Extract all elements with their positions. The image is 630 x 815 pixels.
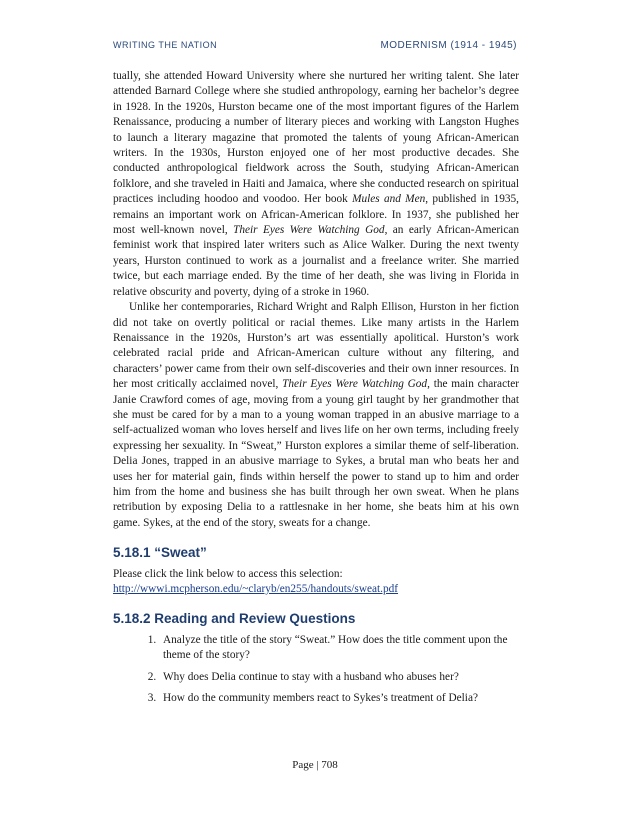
- review-question: 1. Analyze the title of the story “Sweat.” How does the title comment upon the theme of the story?: [159, 633, 519, 664]
- review-question: 3. How do the community members react to Sykes’s treatment of Delia?: [159, 691, 519, 706]
- body-text: [113, 69, 519, 712]
- running-header: [113, 40, 517, 51]
- paragraph-text: Unlike her contemporaries, Richard Wright and Ralph Ellison, Hurston in her fiction did not take on overtly political or racial themes. Like many artists in the Harlem Renaissance in the 1920s, Hurston’s art was essentially apolitical. Hurston’s work celebrated racial pride and African-American culture without any filtering, and characters’ power came from their own self-discoveries and their own inner resources. In her most critically acclaimed novel,: [113, 301, 519, 391]
- review-question: 2. Why does Delia continue to stay with a husband who abuses her?: [159, 670, 519, 685]
- review-questions-list: [113, 633, 519, 707]
- section-heading-questions: 5.18.2 Reading and Review Questions: [113, 611, 356, 627]
- section-heading-sweat: 5.18.1 “Sweat”: [113, 545, 207, 561]
- page-number: Page | 708: [292, 759, 338, 771]
- paragraph-hurston-biography: [113, 69, 519, 300]
- sweat-pdf-link[interactable]: http://wwwi.mcpherson.edu/~claryb/en255/handouts/sweat.pdf: [113, 583, 399, 595]
- paragraph-text: tually, she attended Howard University where she nurtured her writing talent. She later attended Barnard College where she studied anthropology, earning her bachelor’s degree in 1928. In the 1920s, Hurston became one of the most important figures of the Harlem Renaissance, producing a number of literary pieces and working with Langston Hughes to launch a literary magazine that promoted the talents of young African-American writers. In the 1930s, Hurston enjoyed one of her most productive decades. She conducted anthropological fieldwork across the South, studying African-American folklore, and she traveled in Haiti and Jamaica, where she conducted research on spiritual practices including hoodoo and voodoo. Her book: [113, 70, 519, 206]
- paragraph-text: , an early African-American feminist work that inspired later writers such as Alice Walker. During the next twenty years, Hurston continued to work as a journalist and a freelance writer. She married twice, but each marriage ended. By the time of her death, she was living in Florida in relative obscurity and poverty, dying of a stroke in 1960.: [113, 224, 519, 298]
- book-title: Their Eyes Were Watching God: [282, 378, 428, 391]
- book-title: Mules and Men: [352, 193, 426, 206]
- paragraph-text: , the main character Janie Crawford comes of age, moving from a young girl taught by her grandmother that she must be cared for by a man to a young woman trapped in an abusive marriage to a self-actualized woman who loves herself and lives life on her own terms, including freely expressing her sexuality. In “Sweat,” Hurston explores a similar theme of self-liberation. Delia Jones, trapped in an abusive marriage to Sykes, a brutal man who beats her and uses her for material gain, finds within herself the power to stand up to him and order him from the home and business she has built through her own sweat. When he plans retribution by exposing Delia to a rattlesnake in her home, she beats him at his own game. Sykes, at the end of the story, sweats for a change.: [113, 378, 519, 529]
- paragraph-text: , published in 1935, remains an important work on African-American folklore. In 1937, she published her most well-known novel,: [113, 193, 519, 237]
- header-book-title: WRITING THE NATION: [113, 40, 218, 50]
- link-line: [113, 582, 519, 597]
- link-intro-text: Please click the link below to access this selection:: [113, 567, 343, 580]
- header-chapter-title: MODERNISM (1914 - 1945): [380, 40, 517, 51]
- paragraph-hurston-themes: [113, 300, 519, 531]
- book-title: Their Eyes Were Watching God: [233, 224, 385, 237]
